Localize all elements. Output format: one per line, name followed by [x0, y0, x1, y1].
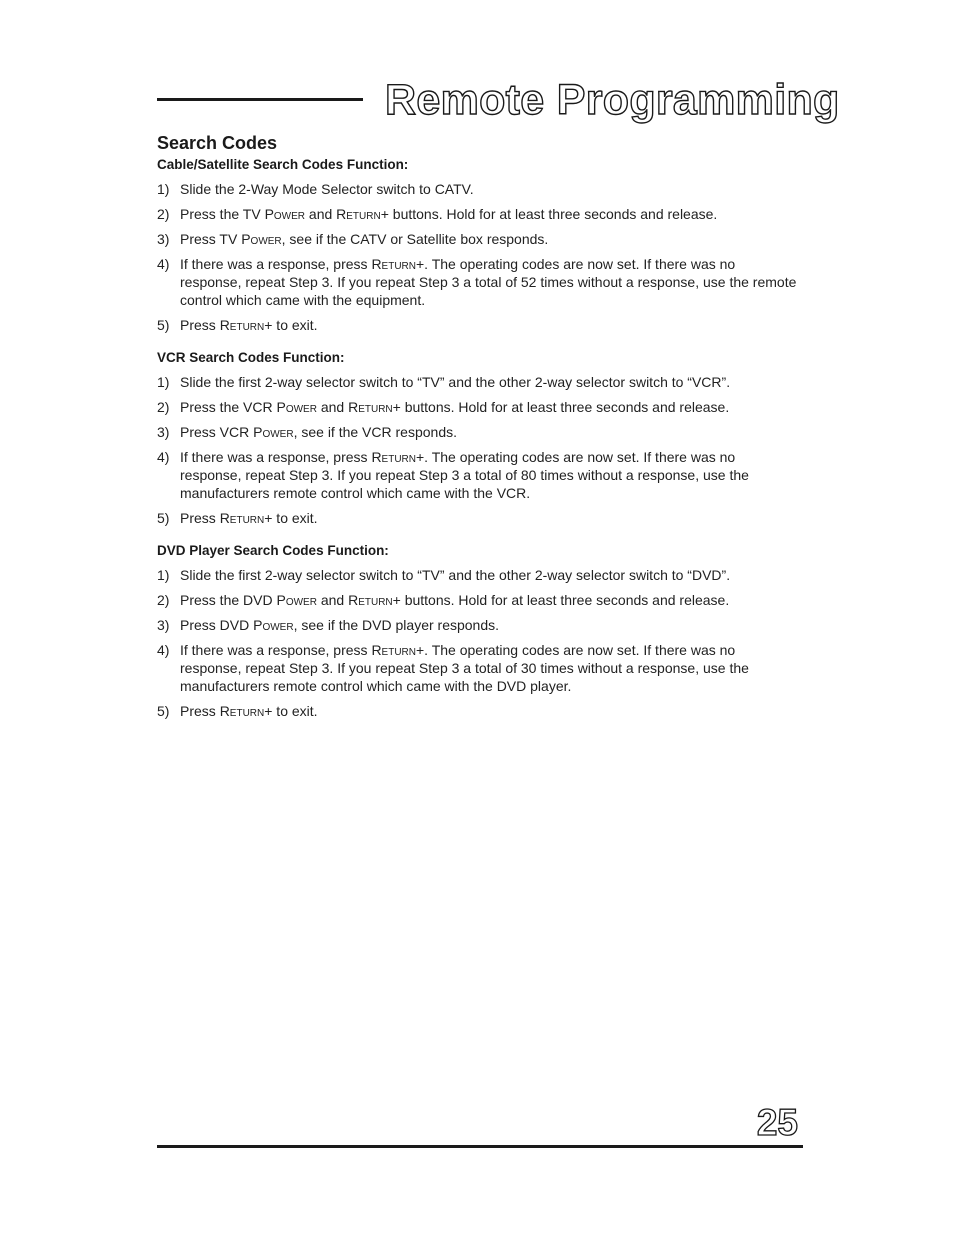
- step-text-segment: Slide the first 2-way selector switch to “TV” and the other 2-way selector switch to “DVD”.: [180, 567, 731, 583]
- step-text-segment: to exit.: [272, 317, 318, 333]
- step-text-segment: If there was a response, press: [180, 256, 372, 272]
- steps-list: [157, 373, 797, 527]
- step-item: [157, 509, 797, 527]
- title-rule: [157, 98, 363, 101]
- button-name: Return+: [219, 510, 273, 526]
- button-name: Return+: [371, 642, 425, 658]
- page-title: Remote Programming: [385, 76, 840, 124]
- step-text: [180, 316, 797, 334]
- instruction-blocks: [157, 155, 797, 720]
- step-text: [180, 398, 797, 416]
- step-item: [157, 255, 797, 309]
- step-number: 1): [157, 181, 170, 197]
- steps-list: [157, 566, 797, 720]
- step-number: 4): [157, 642, 170, 658]
- step-text-segment: buttons. Hold for at least three seconds and release.: [400, 592, 730, 608]
- button-name: Return+: [219, 703, 273, 719]
- step-text: [180, 702, 797, 720]
- step-text: [180, 180, 797, 198]
- step-text-segment: Slide the 2-Way Mode Selector switch to CATV.: [180, 181, 474, 197]
- step-number: 2): [157, 592, 170, 608]
- step-text-segment: . The operating codes are now set. If there was no response, repeat Step 3. If you repeat Step 3 a total of 52 times without a response, use the remote control which came with the equipment.: [180, 256, 797, 308]
- step-item: [157, 702, 797, 720]
- step-text-segment: If there was a response, press: [180, 449, 372, 465]
- step-item: [157, 616, 797, 634]
- step-text-segment: and: [305, 206, 337, 222]
- step-text-segment: Press VCR: [180, 424, 254, 440]
- step-text-segment: Press the TV: [180, 206, 265, 222]
- step-number: 1): [157, 374, 170, 390]
- step-item: [157, 398, 797, 416]
- button-name: Return+: [371, 449, 425, 465]
- step-number: 1): [157, 567, 170, 583]
- page-content: [157, 131, 797, 727]
- button-name: Power: [264, 206, 306, 222]
- step-text-segment: to exit.: [272, 703, 318, 719]
- step-text-segment: . The operating codes are now set. If there was no response, repeat Step 3. If you repeat Step 3 a total of 80 times without a response, use the manufacturers remote control which came with the VCR.: [180, 449, 749, 501]
- step-number: 5): [157, 317, 170, 333]
- step-item: [157, 448, 797, 502]
- step-text-segment: buttons. Hold for at least three seconds and release.: [400, 399, 730, 415]
- step-number: 3): [157, 424, 170, 440]
- step-item: [157, 423, 797, 441]
- step-text-segment: Press: [180, 510, 220, 526]
- button-name: Return+: [371, 256, 425, 272]
- button-name: Power: [241, 231, 282, 247]
- step-text-segment: Press: [180, 317, 220, 333]
- step-item: [157, 641, 797, 695]
- step-text: [180, 373, 797, 391]
- step-number: 2): [157, 399, 170, 415]
- block-heading: VCR Search Codes Function:: [157, 350, 345, 365]
- step-item: [157, 230, 797, 248]
- step-number: 3): [157, 617, 170, 633]
- button-name: Power: [253, 617, 294, 633]
- step-text: [180, 616, 797, 634]
- step-text-segment: Press TV: [180, 231, 242, 247]
- button-name: Power: [276, 592, 317, 608]
- step-text-segment: Slide the first 2-way selector switch to “TV” and the other 2-way selector switch to “VCR”.: [180, 374, 731, 390]
- block-heading: Cable/Satellite Search Codes Function:: [157, 157, 409, 172]
- step-text-segment: , see if the DVD player responds.: [293, 617, 500, 633]
- button-name: Power: [253, 424, 294, 440]
- instruction-block: [157, 541, 797, 720]
- step-item: [157, 373, 797, 391]
- step-text-segment: to exit.: [272, 510, 318, 526]
- step-text-segment: Press DVD: [180, 617, 254, 633]
- step-text: [180, 205, 797, 223]
- page-number: 25: [756, 1102, 798, 1143]
- step-text-segment: Press the DVD: [180, 592, 277, 608]
- step-text-segment: Press the VCR: [180, 399, 277, 415]
- step-item: [157, 591, 797, 609]
- step-text-segment: Press: [180, 703, 220, 719]
- button-name: Return+: [219, 317, 273, 333]
- step-text: [180, 641, 797, 695]
- step-number: 4): [157, 449, 170, 465]
- block-heading: DVD Player Search Codes Function:: [157, 543, 389, 558]
- step-text-segment: buttons. Hold for at least three seconds and release.: [388, 206, 718, 222]
- step-text-segment: , see if the CATV or Satellite box responds.: [281, 231, 549, 247]
- instruction-block: [157, 155, 797, 334]
- step-number: 3): [157, 231, 170, 247]
- step-item: [157, 205, 797, 223]
- section-title: Search Codes: [157, 133, 278, 153]
- step-text-segment: , see if the VCR responds.: [293, 424, 457, 440]
- button-name: Return+: [336, 206, 389, 222]
- step-text: [180, 255, 797, 309]
- step-item: [157, 316, 797, 334]
- instruction-block: [157, 348, 797, 527]
- step-text: [180, 423, 797, 441]
- step-number: 5): [157, 510, 170, 526]
- button-name: Return+: [348, 399, 401, 415]
- step-text-segment: . The operating codes are now set. If there was no response, repeat Step 3. If you repeat Step 3 a total of 30 times without a response, use the manufacturers remote control which came with the DVD player.: [180, 642, 749, 694]
- step-text-segment: If there was a response, press: [180, 642, 372, 658]
- button-name: Return+: [348, 592, 401, 608]
- step-text-segment: and: [316, 399, 349, 415]
- step-text: [180, 509, 797, 527]
- step-text-segment: and: [316, 592, 349, 608]
- step-text: [180, 591, 797, 609]
- step-number: 4): [157, 256, 170, 272]
- step-text: [180, 566, 797, 584]
- step-number: 2): [157, 206, 170, 222]
- step-text: [180, 230, 797, 248]
- step-text: [180, 448, 797, 502]
- steps-list: [157, 180, 797, 334]
- footer-rule: [157, 1145, 803, 1148]
- step-item: [157, 180, 797, 198]
- button-name: Power: [276, 399, 317, 415]
- step-number: 5): [157, 703, 170, 719]
- step-item: [157, 566, 797, 584]
